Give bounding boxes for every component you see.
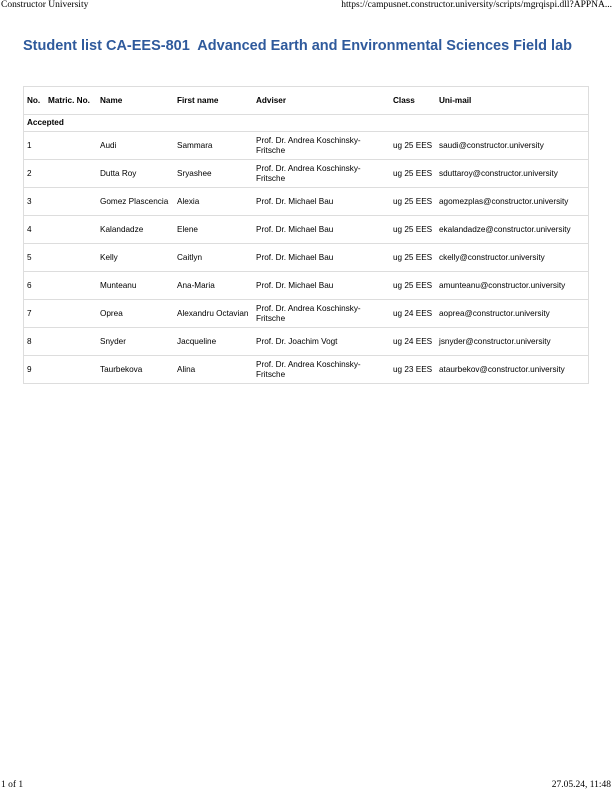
cell-adviser: Prof. Dr. Andrea Koschinsky-Fritsche xyxy=(253,300,390,328)
cell-uni-mail[interactable]: agomezplas@constructor.university xyxy=(436,188,589,216)
cell-uni-mail[interactable]: ataurbekov@constructor.university xyxy=(439,364,565,374)
cell-matric-no xyxy=(45,356,97,384)
cell-name: Dutta Roy xyxy=(97,160,174,188)
cell-no: 3 xyxy=(24,188,46,216)
table-row xyxy=(24,300,589,328)
cell-uni-mail[interactable]: aoprea@constructor.university xyxy=(436,300,589,328)
student-table xyxy=(23,86,589,384)
cell-no: 4 xyxy=(24,216,46,244)
cell-no: 6 xyxy=(24,272,46,300)
table-header-row xyxy=(24,87,589,115)
cell-adviser: Prof. Dr. Andrea Koschinsky-Fritsche xyxy=(256,359,361,379)
cell-class: ug 25 EES xyxy=(390,244,436,272)
cell-uni-mail[interactable]: sduttaroy@constructor.university xyxy=(436,160,589,188)
cell-class: ug 25 EES xyxy=(390,188,436,216)
cell-first-name: Sryashee xyxy=(174,160,253,188)
cell-name: Munteanu xyxy=(97,272,174,300)
header-name: Name xyxy=(97,87,174,115)
cell-uni-mail[interactable]: jsnyder@constructor.university xyxy=(436,328,589,356)
cell-uni-mail[interactable]: ckelly@constructor.university xyxy=(436,244,589,272)
cell-adviser: Prof. Dr. Andrea Koschinsky-Fritsche xyxy=(253,160,390,188)
header-first-name: First name xyxy=(174,87,253,115)
cell-uni-mail[interactable]: saudi@constructor.university xyxy=(436,132,589,160)
table-row xyxy=(24,272,589,300)
section-label: Accepted xyxy=(24,115,589,132)
cell-matric-no xyxy=(45,160,97,188)
cell-first-name: Sammara xyxy=(174,132,253,160)
cell-name: Kelly xyxy=(97,244,174,272)
cell-matric-no xyxy=(45,272,97,300)
cell-matric-no xyxy=(45,188,97,216)
table-row xyxy=(24,356,589,384)
cell-adviser: Prof. Dr. Michael Bau xyxy=(253,188,390,216)
cell-class: ug 25 EES xyxy=(390,272,436,300)
cell-class: ug 25 EES xyxy=(390,160,436,188)
table-row xyxy=(24,328,589,356)
cell-no: 2 xyxy=(24,160,46,188)
cell-no: 9 xyxy=(27,364,32,374)
header-class: Class xyxy=(390,87,436,115)
table-row xyxy=(24,132,589,160)
cell-first-name: Alexandru Octavian xyxy=(174,300,253,328)
cell-adviser: Prof. Dr. Michael Bau xyxy=(253,216,390,244)
print-header-site: Constructor University xyxy=(1,0,89,10)
cell-adviser: Prof. Dr. Michael Bau xyxy=(253,244,390,272)
cell-name: Gomez Plascencia xyxy=(97,188,174,216)
cell-matric-no xyxy=(45,216,97,244)
header-uni-mail: Uni-mail xyxy=(436,87,589,115)
cell-class: ug 25 EES xyxy=(390,132,436,160)
cell-first-name: Alexia xyxy=(174,188,253,216)
table-row xyxy=(24,160,589,188)
cell-class: ug 24 EES xyxy=(390,328,436,356)
cell-no: 1 xyxy=(24,132,46,160)
cell-no: 7 xyxy=(24,300,46,328)
section-row-accepted xyxy=(24,115,589,132)
table-row xyxy=(24,244,589,272)
print-footer-datetime: 27.05.24, 11:48 xyxy=(551,780,611,790)
cell-no: 8 xyxy=(24,328,46,356)
table-row xyxy=(24,216,589,244)
cell-adviser: Prof. Dr. Michael Bau xyxy=(253,272,390,300)
header-matric-no: Matric. No. xyxy=(45,87,97,115)
cell-class: ug 23 EES xyxy=(393,364,433,374)
cell-class: ug 25 EES xyxy=(390,216,436,244)
cell-uni-mail[interactable]: ekalandadze@constructor.university xyxy=(436,216,589,244)
cell-name: Oprea xyxy=(97,300,174,328)
print-header-url: https://campusnet.constructor.university/scripts/mgrqispi.dll?APPNA... xyxy=(341,0,612,10)
cell-adviser: Prof. Dr. Joachim Vogt xyxy=(253,328,390,356)
cell-matric-no xyxy=(45,328,97,356)
header-adviser: Adviser xyxy=(253,87,390,115)
cell-matric-no xyxy=(45,300,97,328)
cell-class: ug 24 EES xyxy=(390,300,436,328)
cell-adviser: Prof. Dr. Andrea Koschinsky-Fritsche xyxy=(253,132,390,160)
cell-matric-no xyxy=(45,132,97,160)
cell-first-name: Jacqueline xyxy=(174,328,253,356)
table-row xyxy=(24,188,589,216)
page-title: Student list CA-EES-801 Advanced Earth and Environmental Sciences Field lab xyxy=(23,38,572,54)
cell-first-name: Alina xyxy=(177,364,196,374)
cell-no: 5 xyxy=(24,244,46,272)
cell-first-name: Elene xyxy=(174,216,253,244)
cell-name: Taurbekova xyxy=(100,364,143,374)
cell-name: Kalandadze xyxy=(97,216,174,244)
cell-uni-mail[interactable]: amunteanu@constructor.university xyxy=(436,272,589,300)
header-no: No. xyxy=(24,87,46,115)
cell-first-name: Caitlyn xyxy=(174,244,253,272)
print-footer-page: 1 of 1 xyxy=(1,780,24,790)
cell-matric-no xyxy=(45,244,97,272)
cell-name: Audi xyxy=(97,132,174,160)
cell-first-name: Ana-Maria xyxy=(174,272,253,300)
cell-name: Snyder xyxy=(97,328,174,356)
